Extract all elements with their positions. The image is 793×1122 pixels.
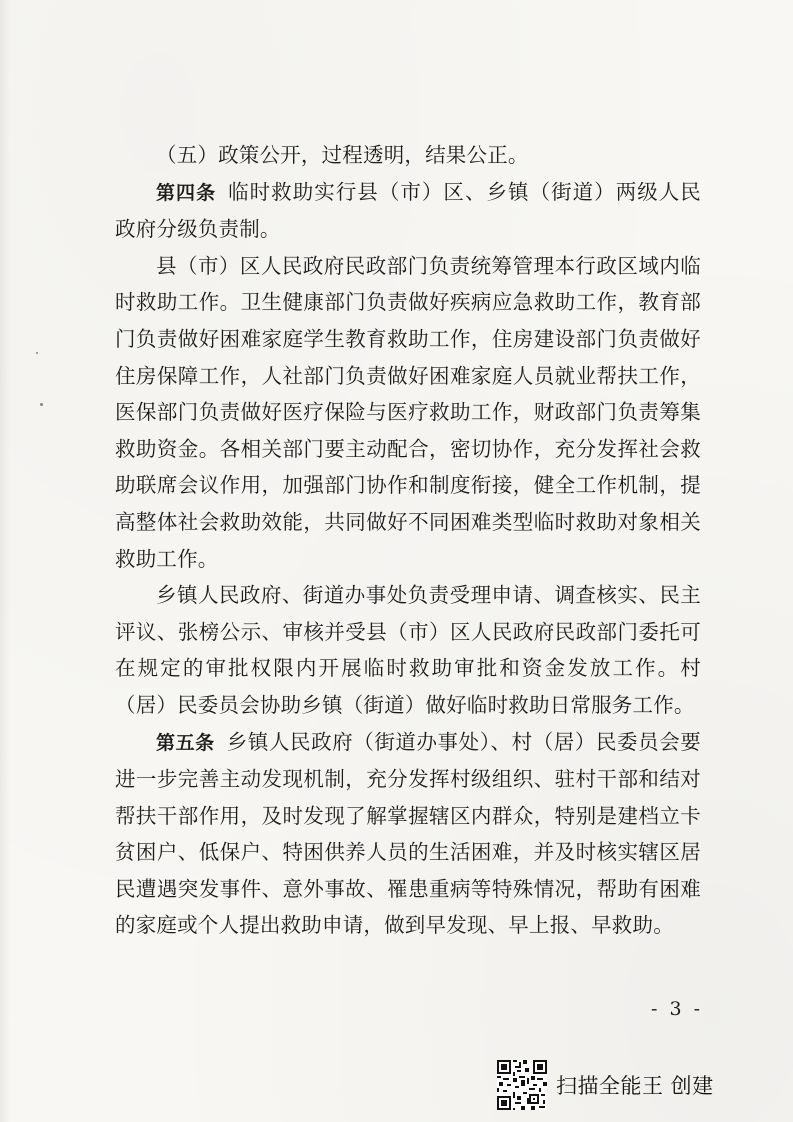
paragraph-text: （五）政策公开，过程透明，结果公正。 xyxy=(156,143,529,167)
paragraph-article-4 xyxy=(115,174,701,248)
watermark-label: 扫描全能王 创建 xyxy=(556,1074,714,1098)
scan-edge-shadow xyxy=(0,0,10,1122)
paragraph-text: 县（市）区人民政府民政部门负责统筹管理本行政区域内临时救助工作。卫生健康部门负责做好疾病应急救助工作，教育部门负责做好困难家庭学生教育救助工作，住房建设部门负责做好住房保障工作，人社部门负责做好困难家庭人员就业帮扶工作，医保部门负责做好医疗保险与医疗救助工作，财政部门负责筹集救助资金。各相关部门要主动配合，密切协作，充分发挥社会救助联席会议作用，加强部门协作和制度衔接，健全工作机制，提高整体社会救助效能，共同做好不同困难类型临时救助对象相关救助工作。 xyxy=(115,253,701,571)
scan-speck xyxy=(36,352,38,354)
document-body xyxy=(115,137,701,944)
paragraph-text: 乡镇人民政府、街道办事处负责受理申请、调查核实、民主评议、张榜公示、审核并受县（市）区人民政府民政部门委托可在规定的审批权限内开展临时救助审批和资金发放工作。村（居）民委员会协助乡镇（街道）做好临时救助日常服务工作。 xyxy=(115,583,701,717)
scanner-watermark xyxy=(497,1060,714,1110)
article-title: 第四条 xyxy=(156,181,217,204)
article-title: 第五条 xyxy=(156,731,215,754)
paragraph-article-5 xyxy=(115,724,701,945)
paragraph-text: 临时救助实行县（市）区、乡镇（街道）两级人民政府分级负责制。 xyxy=(115,179,701,242)
paragraph-policy-open xyxy=(115,137,701,174)
qr-code-icon xyxy=(497,1060,547,1110)
paragraph-text: 乡镇人民政府（街道办事处）、村（居）民委员会要进一步完善主动发现机制，充分发挥村级组织、驻村干部和结对帮扶干部作用，及时发现了解掌握辖区内群众，特别是建档立卡贫困户、低保户、特困供养人员的生活困难，并及时核实辖区居民遭遇突发事件、意外事故、罹患重病等特殊情况，帮助有困难的家庭或个人提出救助申请，做到早发现、早上报、早救助。 xyxy=(115,729,701,938)
paragraph-county-responsibilities xyxy=(115,248,701,577)
paragraph-township-responsibilities xyxy=(115,577,701,723)
page-number: - 3 - xyxy=(651,998,704,1020)
scan-speck xyxy=(40,403,43,406)
